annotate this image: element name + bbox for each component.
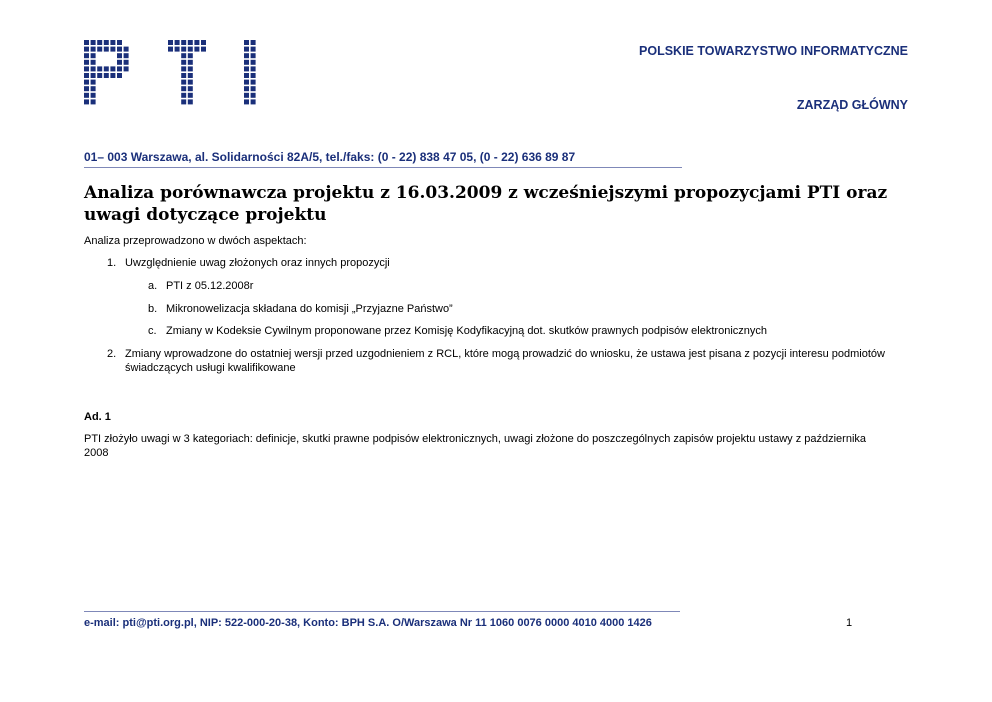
section-paragraph: PTI złożyło uwagi w 3 kategoriach: definicje, skutki prawne podpisów elektronicznych, uwagi złożone do poszczególnych zapisów projektu ustawy z października 2008: [84, 433, 867, 459]
pti-logo: [84, 40, 284, 108]
intro-text: Analiza przeprowadzono w dwóch aspektach:: [84, 235, 307, 247]
footer-divider: [84, 611, 680, 612]
board-name: ZARZĄD GŁÓWNY: [796, 98, 908, 112]
list-item-number: 2.: [107, 348, 117, 360]
sublist-item: Zmiany w Kodeksie Cywilnym proponowane przez Komisję Kodyfikacyjną dot. skutków prawnych podpisów elektronicznych: [166, 325, 767, 337]
section-heading: Ad. 1: [84, 411, 111, 423]
address-line: 01– 003 Warszawa, al. Solidarności 82A/5, tel./faks: (0 - 22) 838 47 05, (0 - 22) 636 89 87: [84, 150, 576, 164]
sublist-item-letter: b.: [148, 303, 158, 315]
list-item: Uwzględnienie uwag złożonych oraz innych propozycji: [125, 257, 390, 269]
sublist-item: PTI z 05.12.2008r: [166, 280, 254, 292]
organization-name: POLSKIE TOWARZYSTWO INFORMATYCZNE: [639, 44, 908, 58]
page-number: 1: [846, 617, 853, 629]
list-item: Zmiany wprowadzone do ostatniej wersji przed uzgodnieniem z RCL, które mogą prowadzić do wniosku, że ustawa jest pisana z pozycji interesu podmiotów świadczących usługi kwalifikowane: [125, 348, 885, 374]
footer-contact: e-mail: pti@pti.org.pl, NIP: 522-000-20-38, Konto: BPH S.A. O/Warszawa Nr 11 1060 0076 0000 4010 4000 1426: [84, 617, 652, 629]
sublist-item: Mikronowelizacja składana do komisji „Przyjazne Państwo”: [166, 303, 453, 315]
sublist-item-letter: a.: [148, 280, 158, 292]
document-title: Analiza porównawcza projektu z 16.03.2009 z wcześniejszymi propozycjami PTI oraz uwagi dotyczące projektu: [84, 183, 888, 225]
header-divider: [84, 167, 682, 168]
sublist-item-letter: c.: [148, 325, 157, 337]
list-item-number: 1.: [107, 257, 117, 269]
